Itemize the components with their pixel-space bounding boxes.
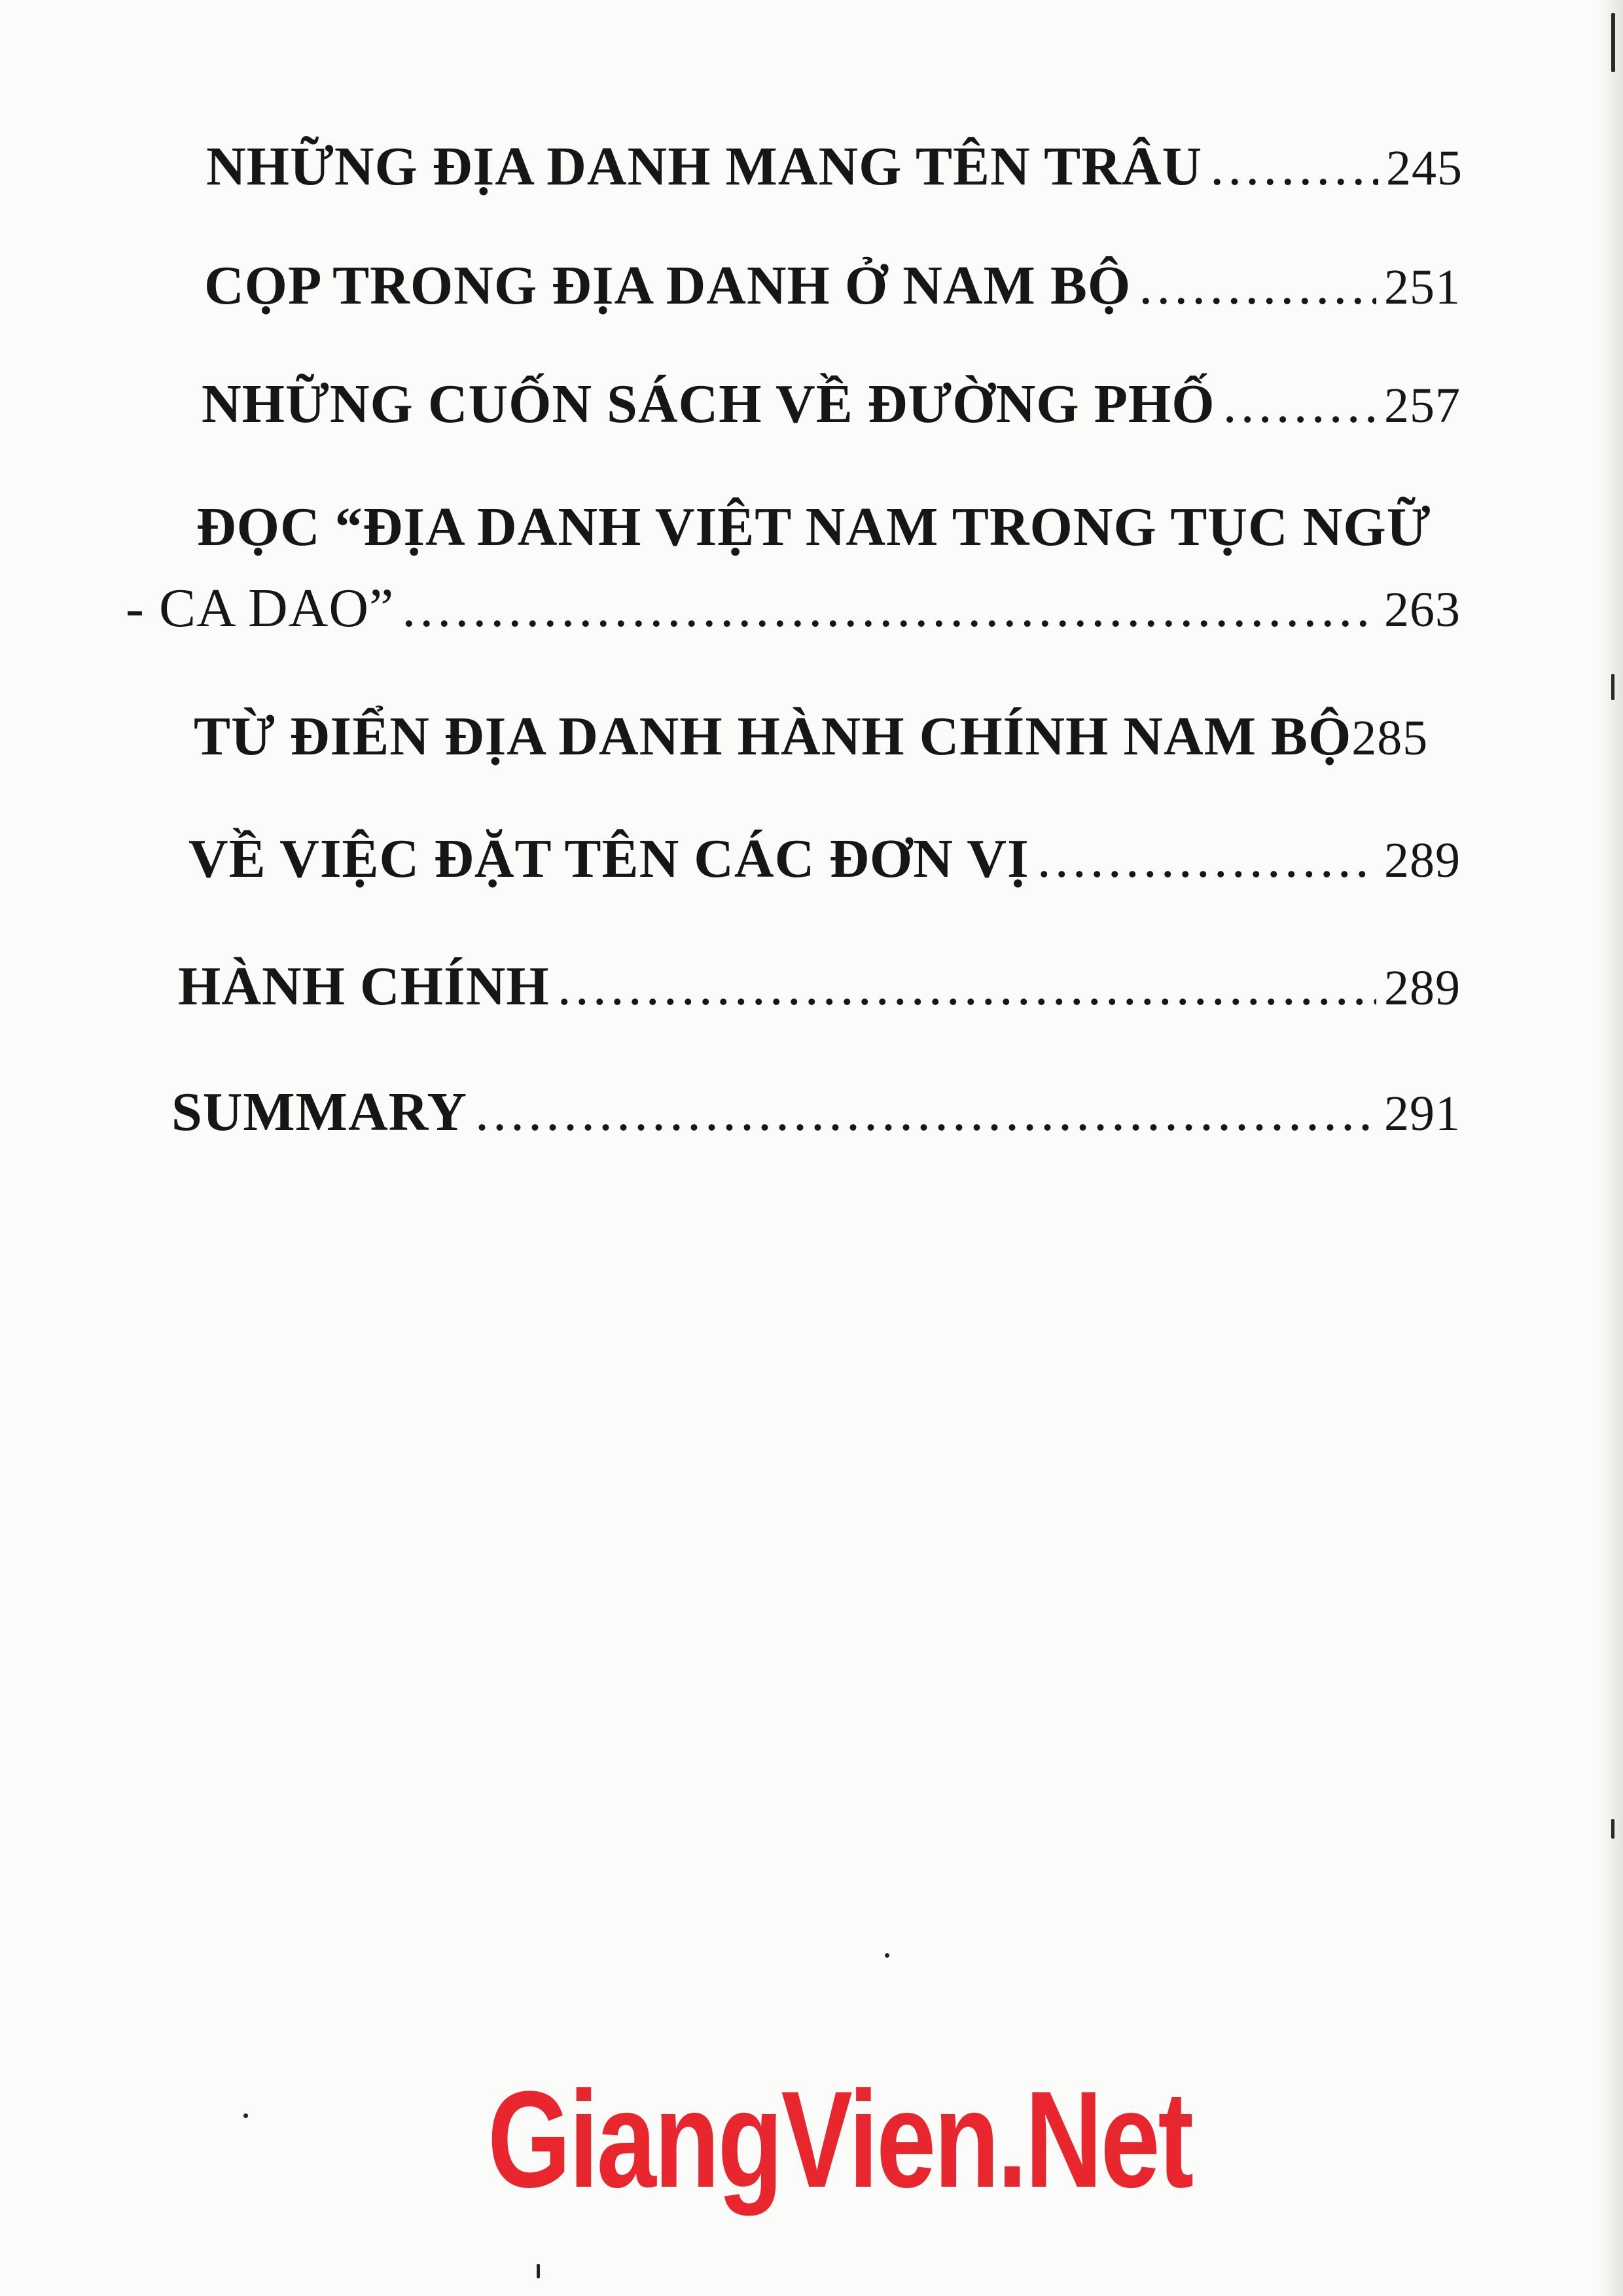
toc-entry-title: NHỮNG CUỐN SÁCH VỀ ĐƯỜNG PHỐ [202, 374, 1215, 434]
dot-leader [1037, 826, 1376, 892]
ink-speck [243, 2113, 248, 2118]
toc-entry-tuc-ngu-line1[interactable]: ĐỌC “ĐỊA DANH VIỆT NAM TRONG TỤC NGỮ [196, 497, 1431, 557]
dot-leader [475, 1080, 1376, 1145]
toc-entry-title: - CA DAO” [126, 578, 395, 639]
toc-entry-title: NHỮNG ĐỊA DANH MANG TÊN TRÂU [206, 136, 1203, 197]
toc-page-number: 251 [1384, 260, 1461, 315]
dot-leader [558, 954, 1376, 1019]
toc-entry-title: SUMMARY [171, 1082, 467, 1142]
toc-entry-summary[interactable] [171, 1080, 1461, 1146]
toc-entry-title: CỌP TRONG ĐỊA DANH Ở NAM BỘ [204, 255, 1132, 316]
toc-page-number: 285 [1351, 711, 1429, 766]
ink-speck [885, 1953, 889, 1958]
binding-mark [1611, 13, 1615, 72]
toc-entry-duong-pho[interactable] [202, 372, 1461, 438]
toc-page-number: 289 [1384, 833, 1461, 888]
toc-page-number: 257 [1384, 378, 1461, 433]
toc-entry-tuc-ngu-line2[interactable] [126, 576, 1461, 643]
binding-mark [1611, 1819, 1614, 1839]
toc-entry-cop[interactable] [204, 253, 1461, 320]
toc-entry-tu-dien[interactable] [194, 704, 1428, 771]
toc-entry-dat-ten[interactable] [188, 826, 1461, 893]
page-edge-shadow [1597, 0, 1623, 2296]
dot-leader [1139, 253, 1376, 319]
dot-leader [1210, 134, 1378, 200]
watermark-logo: GiangVien.Net [488, 2062, 1192, 2216]
toc-entry-title: VỀ VIỆC ĐẶT TÊN CÁC ĐƠN VỊ [188, 828, 1029, 889]
toc-entry-hanh-chinh[interactable] [178, 954, 1461, 1021]
dot-leader [402, 576, 1376, 641]
toc-entry-title: TỪ ĐIỂN ĐỊA DANH HÀNH CHÍNH NAM BỘ [194, 706, 1352, 767]
toc-page-number: 289 [1384, 961, 1461, 1016]
toc-page-number: 291 [1384, 1086, 1461, 1141]
toc-page-number: 245 [1386, 141, 1463, 196]
ink-speck [537, 2264, 540, 2278]
toc-entry-title: HÀNH CHÍNH [178, 956, 550, 1017]
dot-leader [1223, 372, 1376, 437]
toc-entry-trau[interactable] [206, 134, 1463, 201]
toc-page-number: 263 [1384, 582, 1461, 637]
binding-mark [1611, 674, 1614, 700]
